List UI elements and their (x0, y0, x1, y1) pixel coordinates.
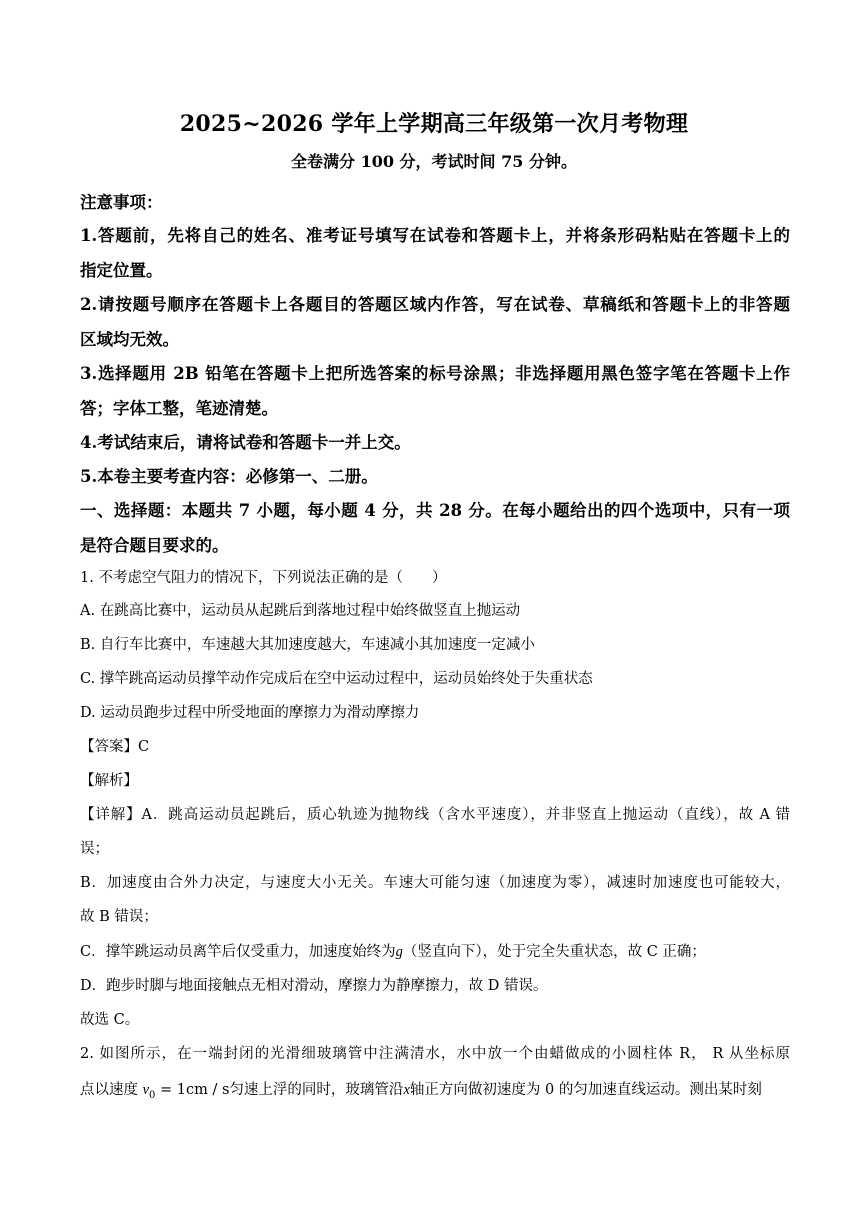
section-heading: 一、选择题：本题共 7 小题，每小题 4 分，共 28 分。在每小题给出的四个选项中，只有一项 (80, 501, 790, 520)
x-axis-symbol: x (403, 1082, 410, 1098)
section-heading-cont: 是符合题目要求的。 (80, 536, 229, 555)
notice-line: 指定位置。 (80, 261, 163, 280)
velocity-symbol: v (142, 1082, 150, 1098)
velocity-value: = 1cm / s (155, 1082, 230, 1098)
question-1-option-d: D. 运动员跑步过程中所受地面的摩擦力为滑动摩擦力 (80, 705, 420, 721)
analysis-line: 误； (80, 841, 109, 857)
analysis-conclusion: 故选 C。 (80, 1012, 140, 1028)
notice-line: 1.答题前，先将自己的姓名、准考证号填写在试卷和答题卡上，并将条形码粘贴在答题卡上的 (80, 226, 790, 245)
answer-label: 【答案】C (80, 739, 150, 755)
analysis-text: C．撑竿跳运动员离竿后仅受重力，加速度始终为 (80, 944, 396, 960)
question-2-stem-cont (80, 1078, 762, 1101)
analysis-line: D．跑步时脚与地面接触点无相对滑动，摩擦力为静摩擦力，故 D 错误。 (80, 978, 548, 994)
question-1-option-b: B. 自行车比赛中，车速越大其加速度越大，车速减小其加速度一定减小 (80, 637, 535, 653)
velocity-subscript: 0 (149, 1089, 156, 1101)
notice-line: 2.请按题号顺序在答题卡上各题目的答题区域内作答，写在试卷、草稿纸和答题卡上的非答题 (80, 295, 790, 314)
notice-line: 4.考试结束后，请将试卷和答题卡一并上交。 (80, 433, 411, 452)
page-title: 2025~2026 学年上学期高三年级第一次月考物理 (179, 111, 689, 137)
notice-line: 区域均无效。 (80, 330, 179, 349)
analysis-text: （竖直向下），处于完全失重状态，故 C 正确； (402, 944, 706, 960)
analysis-line: B．加速度由合外力决定，与速度大小无关。车速大可能匀速（加速度为零），减速时加速度也可能较大， (80, 875, 790, 891)
notice-line: 5.本卷主要考查内容：必修第一、二册。 (80, 467, 378, 486)
page-subtitle: 全卷满分 100 分，考试时间 75 分钟。 (291, 152, 577, 171)
analysis-heading: 【解析】 (80, 773, 138, 789)
question-1-option-a: A. 在跳高比赛中，运动员从起跳后到落地过程中始终做竖直上抛运动 (80, 603, 521, 619)
question-text: 点以速度 (80, 1082, 138, 1098)
analysis-line (80, 940, 706, 961)
analysis-line: 故 B 错误； (80, 909, 158, 925)
question-1-option-c: C. 撑竿跳高运动员撑竿动作完成后在空中运动过程中，运动员始终处于失重状态 (80, 671, 593, 687)
question-1-stem: 1. 不考虑空气阻力的情况下，下列说法正确的是（ ） (80, 570, 447, 586)
question-2-stem: 2. 如图所示，在一端封闭的光滑细玻璃管中注满清水，水中放一个由蜡做成的小圆柱体 R， R 从坐标原 (80, 1046, 790, 1062)
question-text: 匀速上浮的同时，玻璃管沿 (229, 1082, 404, 1098)
notice-heading: 注意事项： (80, 193, 163, 212)
question-text: 轴正方向做初速度为 0 的匀加速直线运动。测出某时刻 (409, 1082, 762, 1098)
gravity-symbol: g (395, 944, 403, 960)
notice-line: 3.选择题用 2B 铅笔在答题卡上把所选答案的标号涂黑；非选择题用黑色签字笔在答题卡上作 (80, 364, 790, 383)
notice-line: 答；字体工整，笔迹清楚。 (80, 399, 278, 418)
analysis-line: 【详解】A．跳高运动员起跳后，质心轨迹为抛物线（含水平速度），并非竖直上抛运动（直线），故 A 错 (80, 807, 790, 823)
